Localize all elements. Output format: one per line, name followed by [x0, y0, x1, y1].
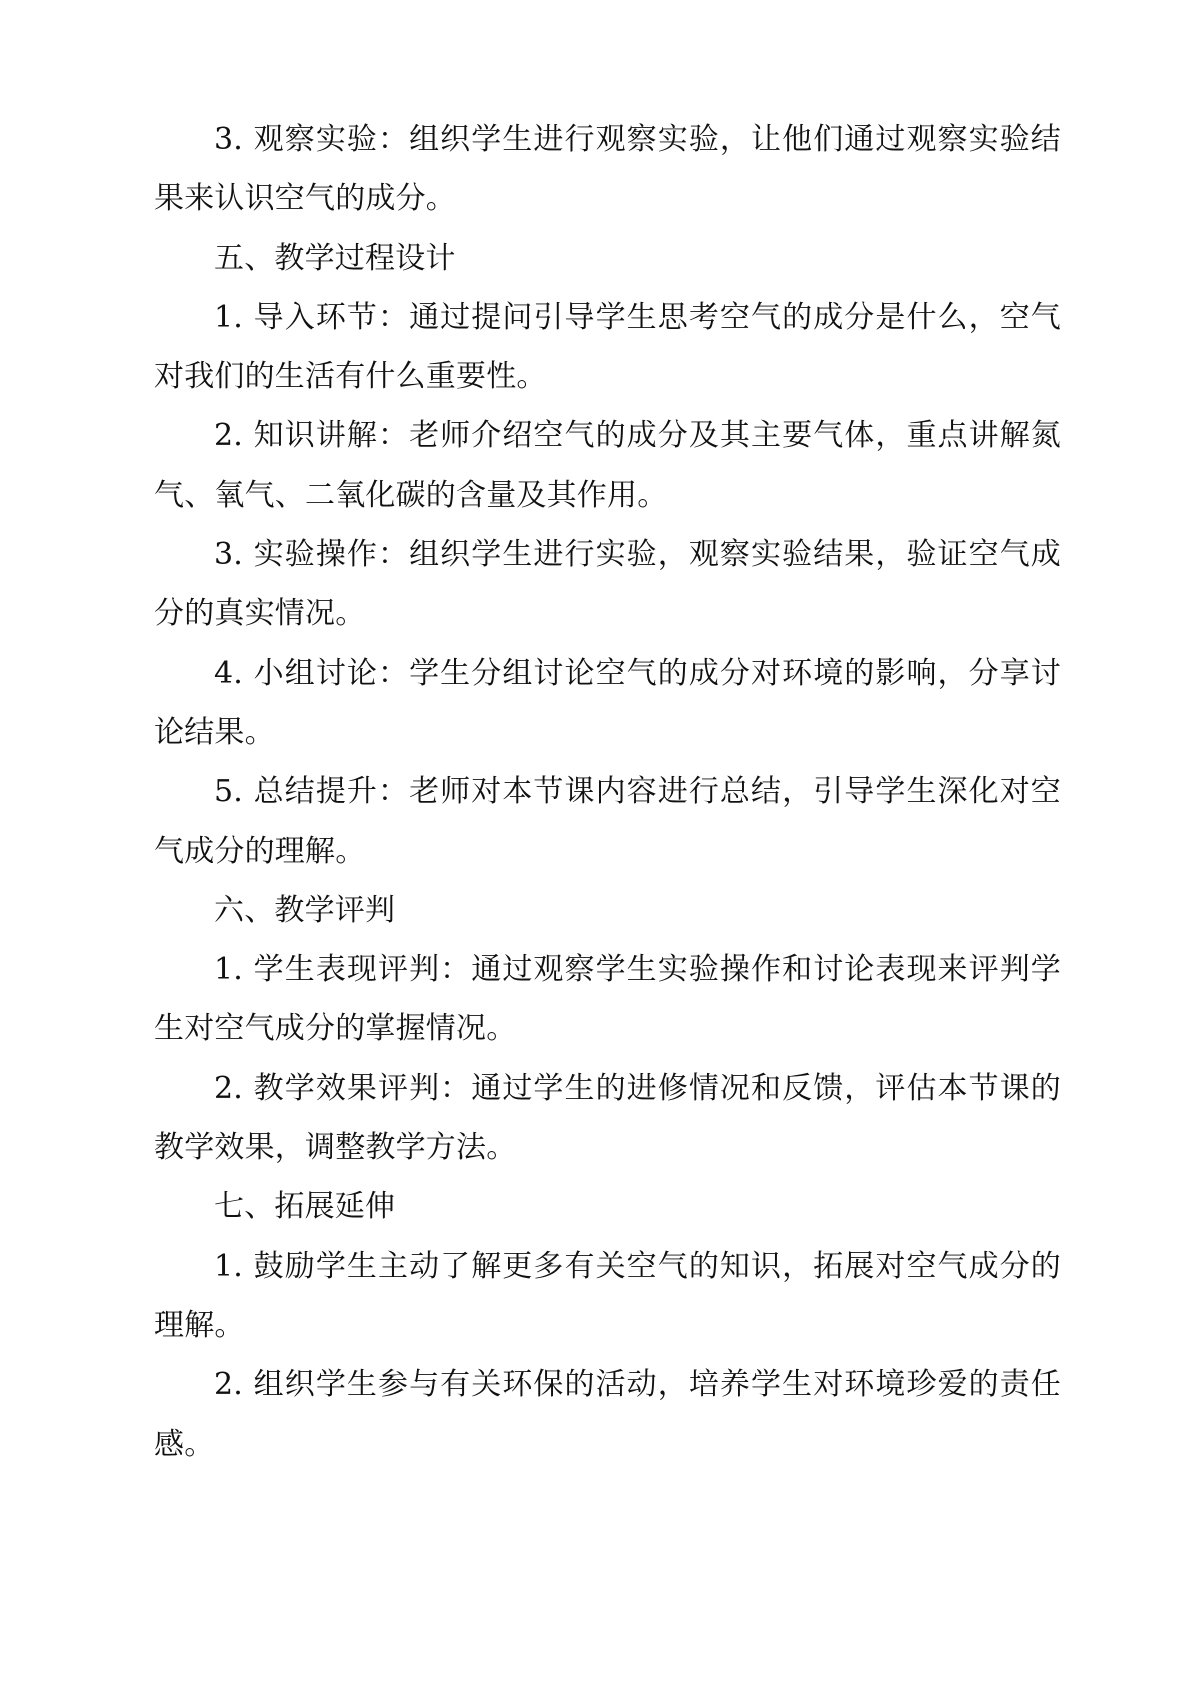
paragraph-group-discussion: 4. 小组讨论：学生分组讨论空气的成分对环境的影响，分享讨论结果。 [154, 655, 1061, 750]
paragraph-extension-activities: 2. 组织学生参与有关环保的活动，培养学生对环境珍爱的责任感。 [154, 1367, 1061, 1462]
paragraph-extension-knowledge: 1. 鼓励学生主动了解更多有关空气的知识，拓展对空气成分的理解。 [154, 1248, 1061, 1343]
paragraph-introduction: 1. 导入环节：通过提问引导学生思考空气的成分是什么，空气对我们的生活有什么重要性。 [154, 299, 1061, 395]
section-heading-teaching-evaluation: 六、教学评判 [214, 892, 396, 928]
paragraph-summary: 5. 总结提升：老师对本节课内容进行总结，引导学生深化对空气成分的理解。 [154, 774, 1061, 869]
document-body [154, 110, 1061, 1474]
paragraph-student-evaluation: 1. 学生表现评判：通过观察学生实验操作和讨论表现来评判学生对空气成分的掌握情况。 [154, 952, 1061, 1047]
section-heading-extension: 七、拓展延伸 [214, 1189, 396, 1225]
section-heading-teaching-process: 五、教学过程设计 [214, 240, 456, 276]
paragraph-effect-evaluation: 2. 教学效果评判：通过学生的进修情况和反馈，评估本节课的教学效果，调整教学方法。 [154, 1070, 1061, 1166]
paragraph-knowledge-explanation: 2. 知识讲解：老师介绍空气的成分及其主要气体，重点讲解氮气、氧气、二氧化碳的含量及其作用。 [154, 418, 1061, 513]
paragraph-observation-experiment: 3. 观察实验：组织学生进行观察实验，让他们通过观察实验结果来认识空气的成分。 [154, 122, 1061, 217]
paragraph-experiment-operation: 3. 实验操作：组织学生进行实验，观察实验结果，验证空气成分的真实情况。 [154, 537, 1061, 632]
